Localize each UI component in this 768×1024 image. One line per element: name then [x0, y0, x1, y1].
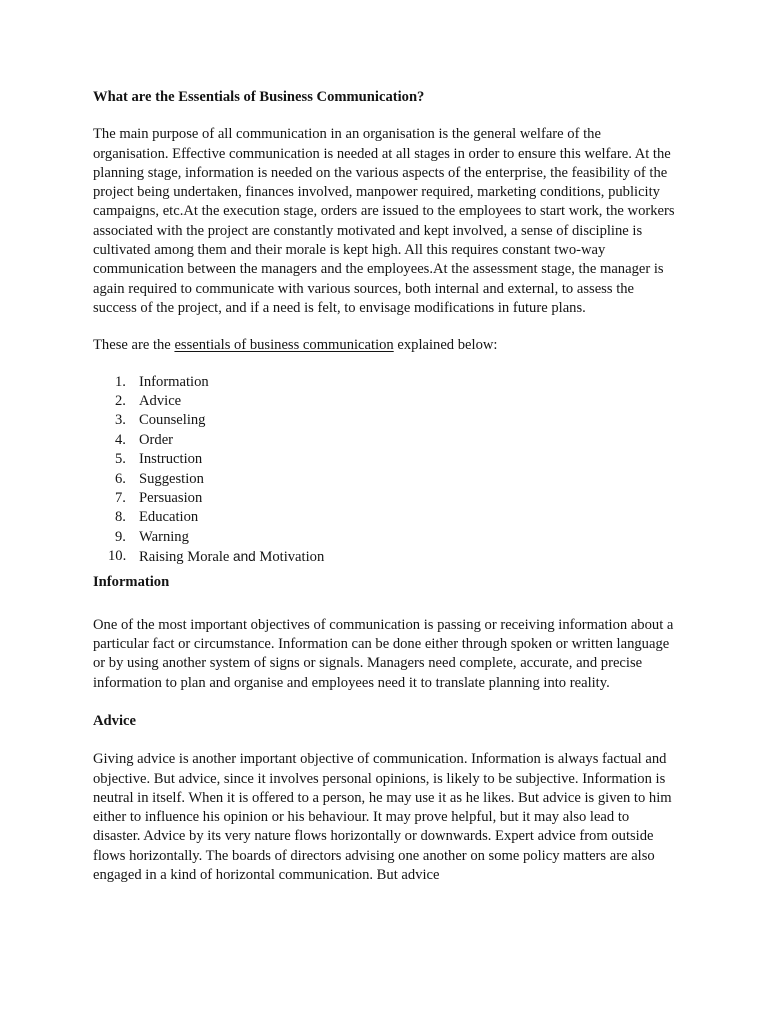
list-item-text: Advice — [139, 392, 182, 409]
list-item-text-part: Motivation — [255, 549, 325, 566]
intro-paragraph: The main purpose of all communication in an organisation is the general welfare of the organisation. Effective communication is needed at all stages in order to ensure this welfare. At the planning stage, information is needed on the various aspects of the enterprise, the feasibility of the project being undertaken, finances involved, manpower required, marketing conditions, publicity campaigns, etc.At the execution stage, orders are issued to the employees to start work, the workers associated with the project are constantly motivated and kept involved, a sense of discipline is cultivated among them and their morale is kept high. All this requires constant two-way communication between the managers and the employees.At the assessment stage, the manager is again required to communicate with various sources, both internal and external, to assess the success of the project, and if a need is felt, to envisage modifications in future plans. — [93, 126, 675, 316]
list-item-text: Education — [139, 509, 199, 526]
list-item — [93, 528, 678, 547]
list-item-number: 5. — [115, 451, 126, 468]
list-item — [93, 392, 678, 411]
list-item — [93, 470, 678, 489]
document-title: What are the Essentials of Business Communication? — [93, 89, 425, 105]
list-item-number: 9. — [115, 528, 126, 545]
list-intro-before: These are the — [93, 337, 175, 354]
section-body-information: One of the most important objectives of communication is passing or receiving information about a particular fact or circumstance. Information can be done either through spoken or written language or by using another system of signs or signals. Managers need complete, accurate, and precise information to plan and organise and employees need it to translate planning into reality. — [93, 616, 674, 691]
list-item-number: 10. — [108, 548, 127, 565]
list-item-number: 4. — [115, 431, 126, 448]
list-intro-after: explained below: — [393, 337, 498, 354]
list-item — [93, 508, 678, 527]
list-item-number: 2. — [115, 392, 126, 409]
section-heading-advice: Advice — [93, 712, 136, 729]
list-item-number: 8. — [115, 509, 126, 526]
list-item-text: Warning — [139, 528, 189, 545]
list-item-text: Order — [139, 431, 174, 448]
section-heading-information: Information — [93, 574, 170, 591]
list-item — [93, 373, 678, 392]
list-item — [93, 450, 678, 469]
document-page — [93, 88, 678, 904]
list-intro — [93, 336, 678, 355]
list-item-text: Suggestion — [139, 470, 204, 487]
list-item-text — [139, 547, 324, 566]
list-item-text: Information — [139, 373, 209, 390]
list-item-text-part: and — [233, 549, 256, 565]
list-item — [93, 411, 678, 430]
list-item — [93, 489, 678, 508]
list-item-text: Persuasion — [139, 489, 203, 506]
section-body-advice: Giving advice is another important objective of communication. Information is always factual and objective. But advice, since it involves personal opinions, is likely to be subjective. Information is neutral in itself. When it is offered to a person, he may use it as he likes. But advice is given to him either to influence his opinion or his behaviour. It may prove helpful, but it may also lead to disaster. Advice by its very nature flows horizontally or downwards. Expert advice from outside flows horizontally. The boards of directors advising one another on some policy matters are also engaged in a kind of horizontal communication. But advice — [93, 751, 672, 884]
list-item-number: 1. — [115, 373, 126, 390]
essentials-link[interactable]: essentials of business communication — [174, 337, 394, 354]
list-item-text: Counseling — [139, 412, 206, 429]
list-item-number: 6. — [115, 470, 126, 487]
list-item — [93, 547, 678, 566]
list-item-number: 3. — [115, 412, 126, 429]
list-item-text: Instruction — [139, 451, 203, 468]
list-item-number: 7. — [115, 489, 126, 506]
list-item-text-part: Raising Morale — [139, 549, 234, 566]
essentials-list — [93, 373, 678, 567]
list-item — [93, 431, 678, 450]
